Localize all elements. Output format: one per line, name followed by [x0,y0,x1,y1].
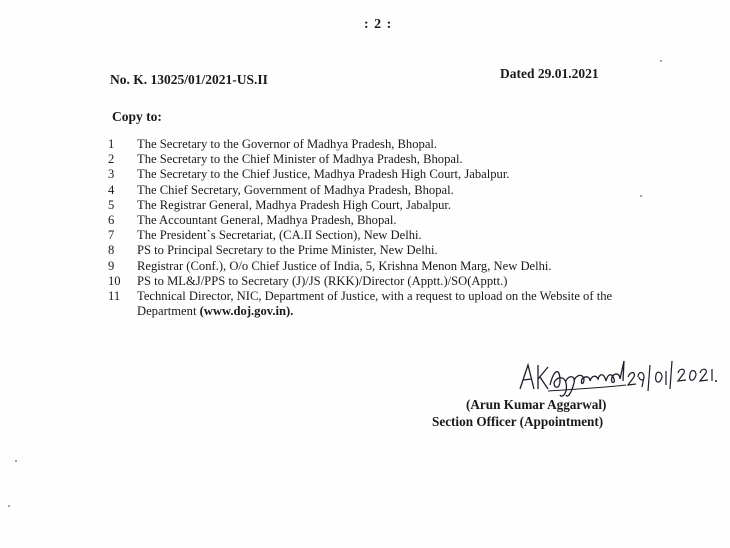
list-item-text: The Registrar General, Madhya Pradesh High Court, Jabalpur. [137,197,452,212]
list-item-number: 11 [108,289,121,304]
scan-speck [660,60,662,62]
list-item [108,274,668,289]
list-item [108,228,668,243]
document-date: Dated 29.01.2021 [500,66,599,81]
list-item-text: Registrar (Conf.), O/o Chief Justice of India, 5, Krishna Menon Marg, New Delhi. [137,258,552,273]
list-item [108,289,668,319]
copy-to-heading: Copy to: [112,109,162,124]
list-item-text: The Accountant General, Madhya Pradesh, Bhopal. [137,213,397,228]
scan-speck [15,460,17,462]
handwritten-signature [510,355,720,399]
list-item [108,198,668,213]
list-item-text [137,289,627,319]
reference-number: No. K. 13025/01/2021-US.II [110,72,268,87]
website-link[interactable]: (www.doj.gov.in). [199,304,294,319]
scan-speck [8,505,10,507]
list-item-number: 9 [108,258,115,273]
list-item [108,259,668,274]
page-number: : 2 : [364,17,393,32]
list-item [108,167,668,182]
list-item-text: The Secretary to the Chief Minister of Madhya Pradesh, Bhopal. [137,152,463,167]
list-item [108,183,668,198]
list-item-number: 6 [108,213,115,228]
list-item-number: 5 [108,197,115,212]
list-item-number: 2 [108,152,115,167]
list-item-number: 3 [108,167,115,182]
list-item-number: 4 [108,182,115,197]
list-item-text: The Secretary to the Chief Justice, Madhya Pradesh High Court, Jabalpur. [137,167,510,182]
list-item-text: PS to ML&J/PPS to Secretary (J)/JS (RKK)/Director (Apptt.)/SO(Apptt.) [137,273,508,288]
list-item-number: 8 [108,243,115,258]
list-item-body: Technical Director, NIC, Department of Justice, with a request to upload on the Website of the Department [137,289,613,319]
list-item-number: 1 [108,137,115,151]
signature-block [430,355,720,435]
scan-speck [640,195,642,197]
list-item [108,137,668,152]
list-item-text: The Secretary to the Governor of Madhya Pradesh, Bhopal. [137,137,438,151]
list-item-text: The President`s Secretariat, (CA.II Section), New Delhi. [137,228,422,243]
list-item [108,213,668,228]
list-item-text: PS to Principal Secretary to the Prime Minister, New Delhi. [137,243,438,258]
signer-name: (Arun Kumar Aggarwal) [466,397,607,412]
list-item [108,152,668,167]
list-item-number: 10 [108,273,121,288]
recipient-list [108,137,668,319]
signer-title: Section Officer (Appointment) [432,414,604,429]
list-item [108,243,668,258]
list-item-text: The Chief Secretary, Government of Madhya Pradesh, Bhopal. [137,182,454,197]
list-item-number: 7 [108,228,115,243]
